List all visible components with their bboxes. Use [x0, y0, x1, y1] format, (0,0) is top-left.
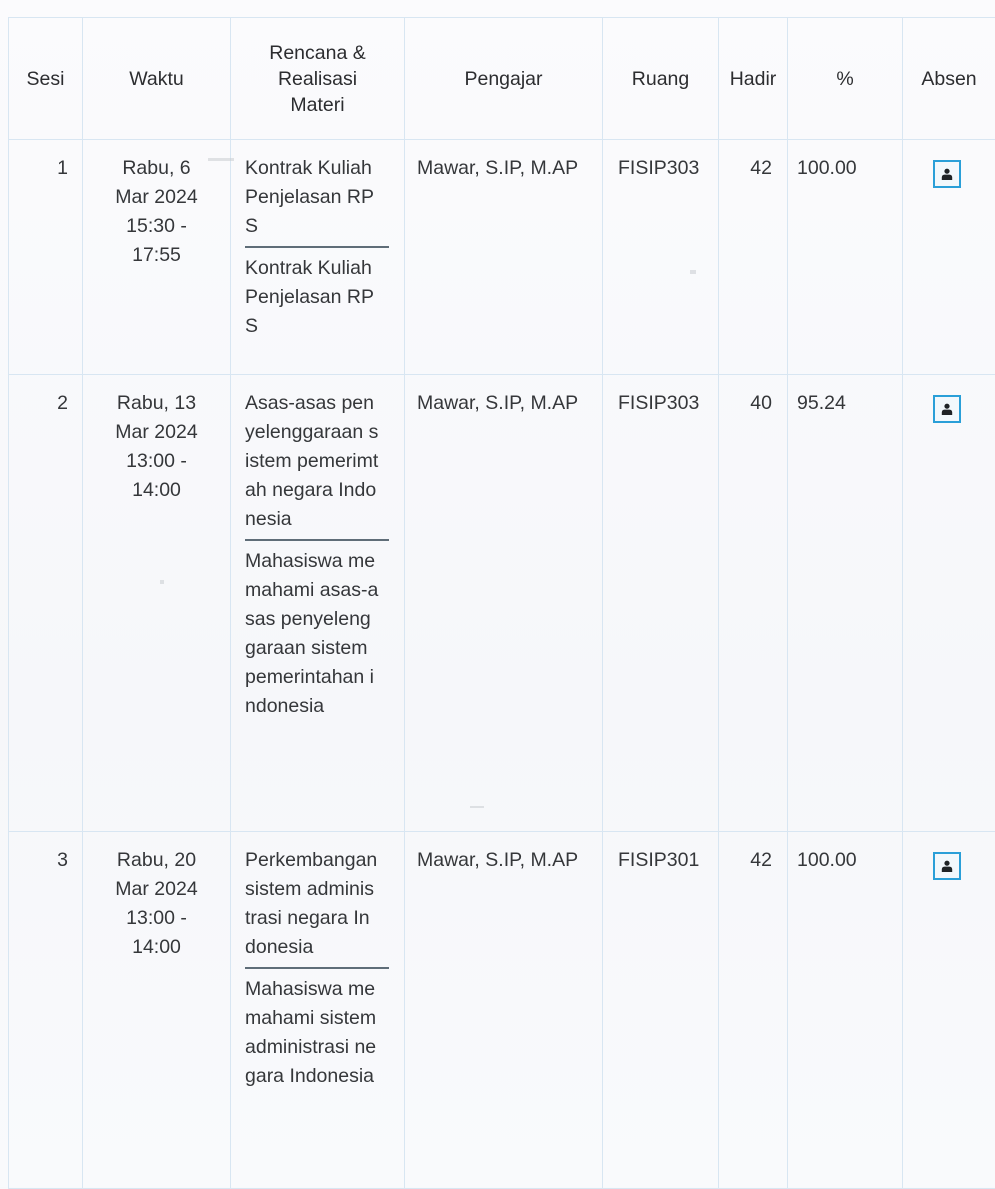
absen-button[interactable]: [933, 395, 961, 423]
materi-divider: [245, 246, 389, 248]
header-persen: %: [788, 18, 903, 140]
pengajar-name: Mawar, S.IP, M.AP: [417, 154, 597, 183]
cell-hadir: 40: [719, 375, 788, 832]
table-header-row: [9, 18, 995, 140]
header-sesi: Sesi: [9, 18, 83, 140]
absen-button[interactable]: [933, 852, 961, 880]
waktu-day: Rabu, 20: [117, 849, 196, 871]
user-icon: [941, 168, 953, 180]
pengajar-name: Mawar, S.IP, M.AP: [417, 389, 597, 418]
header-materi-line2: Realisasi: [278, 68, 357, 90]
materi-rencana: Asas-asas penyelenggaraan sistem pemerimtah negara Indonesia: [245, 389, 379, 534]
cell-absen: [903, 140, 995, 375]
materi-realisasi: Mahasiswa memahami sistem administrasi negara Indonesia: [245, 975, 379, 1091]
cell-waktu: [83, 832, 231, 1189]
cell-hadir: 42: [719, 832, 788, 1189]
header-hadir: Hadir: [719, 18, 788, 140]
header-waktu: Waktu: [83, 18, 231, 140]
materi-divider: [245, 967, 389, 969]
materi-realisasi: Kontrak Kuliah Penjelasan RPS: [245, 254, 379, 341]
cell-waktu: [83, 375, 231, 832]
table-row: [9, 140, 995, 375]
header-ruang: Ruang: [603, 18, 719, 140]
waktu-end: 14:00: [132, 479, 181, 501]
cell-sesi: 1: [9, 140, 83, 375]
materi-realisasi: Mahasiswa memahami asas-asas penyelenggaraan sistem pemerintahan indonesia: [245, 547, 379, 721]
cell-materi: [231, 140, 405, 375]
cell-materi: [231, 832, 405, 1189]
header-materi: [231, 18, 405, 140]
waktu-end: 14:00: [132, 936, 181, 958]
cell-ruang: FISIP301: [603, 832, 719, 1189]
cell-sesi: 2: [9, 375, 83, 832]
header-materi-line1: Rencana &: [269, 42, 365, 64]
session-table: [8, 17, 995, 1189]
cell-hadir: 42: [719, 140, 788, 375]
user-icon: [941, 403, 953, 415]
waktu-start: 13:00 -: [126, 450, 187, 472]
waktu-start: 15:30 -: [126, 215, 187, 237]
waktu-date: Mar 2024: [115, 421, 197, 443]
user-icon: [941, 860, 953, 872]
cell-pengajar: [405, 375, 603, 832]
cell-pengajar: [405, 140, 603, 375]
cell-pengajar: [405, 832, 603, 1189]
cell-persen: 100.00: [788, 140, 903, 375]
cell-persen: 95.24: [788, 375, 903, 832]
waktu-end: 17:55: [132, 244, 181, 266]
header-pengajar: Pengajar: [405, 18, 603, 140]
header-absen: Absen: [903, 18, 995, 140]
cell-persen: 100.00: [788, 832, 903, 1189]
waktu-day: Rabu, 13: [117, 392, 196, 414]
waktu-date: Mar 2024: [115, 878, 197, 900]
materi-rencana: Kontrak Kuliah Penjelasan RPS: [245, 154, 379, 241]
cell-ruang: FISIP303: [603, 140, 719, 375]
waktu-start: 13:00 -: [126, 907, 187, 929]
cell-materi: [231, 375, 405, 832]
pengajar-name: Mawar, S.IP, M.AP: [417, 846, 597, 875]
table-row: [9, 832, 995, 1189]
waktu-day: Rabu, 6: [122, 157, 190, 179]
cell-sesi: 3: [9, 832, 83, 1189]
cell-absen: [903, 832, 995, 1189]
materi-divider: [245, 539, 389, 541]
waktu-date: Mar 2024: [115, 186, 197, 208]
materi-rencana: Perkembangan sistem administrasi negara Indonesia: [245, 846, 379, 962]
cell-absen: [903, 375, 995, 832]
cell-waktu: [83, 140, 231, 375]
table-row: [9, 375, 995, 832]
header-materi-line3: Materi: [290, 94, 344, 116]
absen-button[interactable]: [933, 160, 961, 188]
cell-ruang: FISIP303: [603, 375, 719, 832]
